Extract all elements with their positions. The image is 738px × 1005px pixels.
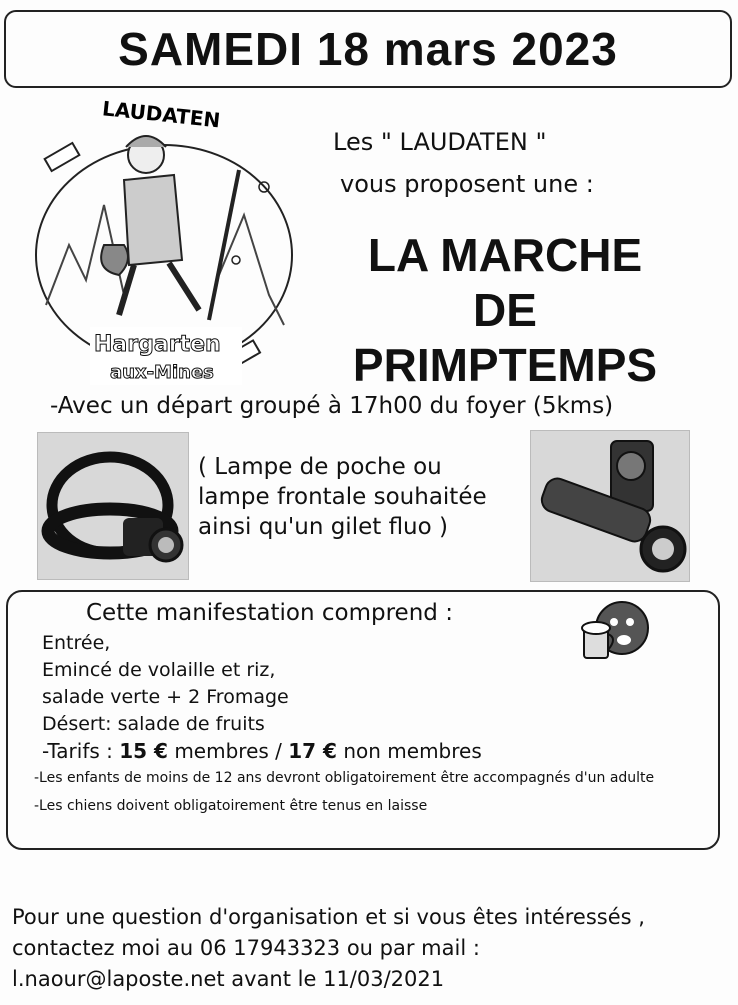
headlamp-icon <box>38 433 190 581</box>
event-title <box>300 228 710 393</box>
title-line-3: PRIMPTEMPS <box>352 339 658 391</box>
flashlight-photo <box>530 430 690 582</box>
intro-line-1: Les " LAUDATEN " <box>333 128 547 156</box>
tarif-nonmember-price: 17 € <box>288 739 337 763</box>
menu-box <box>6 590 720 850</box>
menu-item: Entrée, <box>42 632 111 654</box>
logo-top-text: LAUDATEN <box>101 96 222 133</box>
beer-smiley-icon <box>574 596 658 666</box>
intro-line-2: vous proposent une : <box>340 170 594 198</box>
dogs-note: -Les chiens doivent obligatoirement être tenus en laisse <box>34 798 428 814</box>
contact-info <box>12 902 645 995</box>
logo-bottom-text-1: Hargarten <box>94 332 221 357</box>
equipment-line-3: ainsi qu'un gilet fluo ) <box>198 514 448 540</box>
menu-heading: Cette manifestation comprend : <box>86 600 453 626</box>
departure-info: -Avec un départ groupé à 17h00 du foyer (5kms) <box>50 393 614 419</box>
event-date: SAMEDI 18 mars 2023 <box>118 23 618 75</box>
contact-line-1: Pour une question d'organisation et si vous êtes intéressés , <box>12 905 645 929</box>
children-note: -Les enfants de moins de 12 ans devront obligatoirement être accompagnés d'un adulte <box>34 770 655 786</box>
date-banner <box>4 10 732 88</box>
equipment-note <box>198 452 528 542</box>
tarif-member-price: 15 € <box>119 739 168 763</box>
tarif-nonmember-label: non membres <box>343 739 482 763</box>
menu-list <box>42 630 482 765</box>
contact-line-2: contactez moi au 06 17943323 ou par mail : <box>12 936 480 960</box>
tarif-prefix: -Tarifs : <box>42 739 113 763</box>
title-line-1: LA MARCHE <box>367 229 643 281</box>
equipment-line-2: lampe frontale souhaitée <box>198 484 487 510</box>
menu-item: salade verte + 2 Fromage <box>42 686 289 708</box>
contact-line-3: l.naour@laposte.net avant le 11/03/2021 <box>12 967 445 991</box>
tarifs-line <box>42 738 482 765</box>
equipment-line-1: ( Lampe de poche ou <box>198 454 442 480</box>
logo-bottom-text-2: aux-Mines <box>110 362 214 383</box>
menu-item: Désert: salade de fruits <box>42 713 265 735</box>
flashlight-icon <box>531 431 691 583</box>
title-line-2: DE <box>473 284 537 336</box>
headlamp-photo <box>37 432 189 580</box>
menu-item: Emincé de volaille et riz, <box>42 659 276 681</box>
laudaten-logo <box>24 95 304 395</box>
tarif-member-label: membres / <box>174 739 282 763</box>
